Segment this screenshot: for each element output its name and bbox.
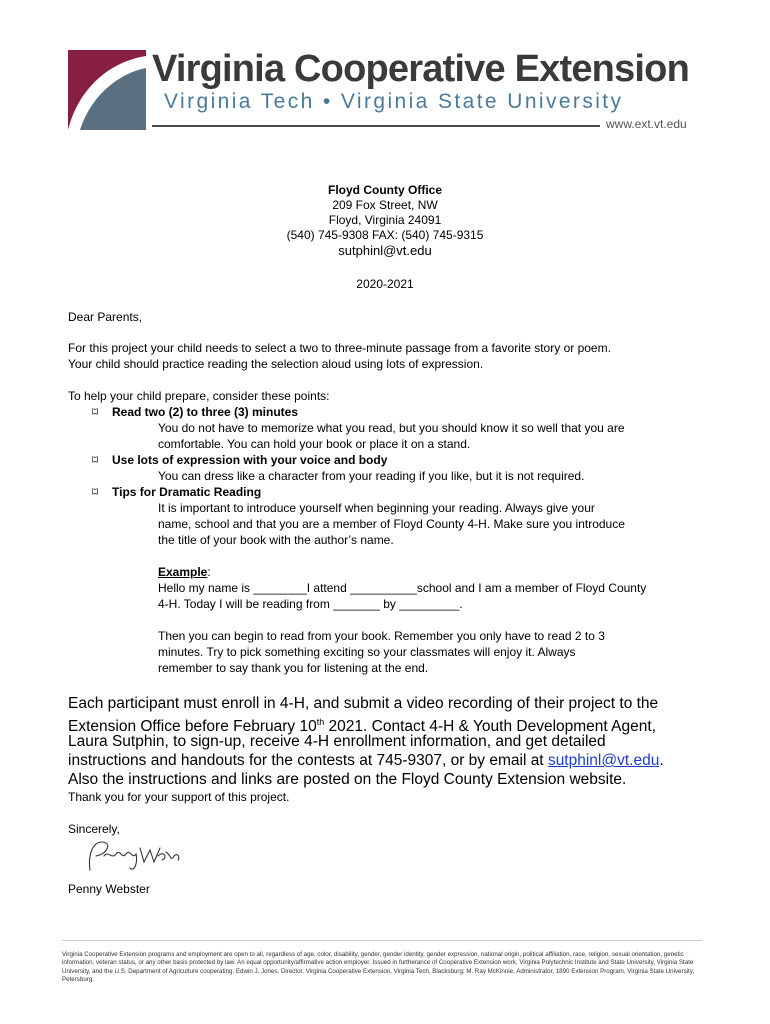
bullet-icon: ⌑ xyxy=(92,405,99,419)
point-title-2: ⌑ Use lots of expression with your voice and body xyxy=(92,453,388,467)
signer-name: Penny Webster xyxy=(68,882,150,896)
email-link[interactable]: sutphinl@vt.edu xyxy=(547,752,660,769)
vce-logo-icon xyxy=(68,50,146,130)
enroll-line-3: Laura Sutphin, to sign-up, receive 4-H enrollment information, and get detailed xyxy=(68,733,606,750)
point-title-3: ⌑ Tips for Dramatic Reading xyxy=(92,485,262,499)
school-year: 2020-2021 xyxy=(356,277,414,291)
after-line-1: Then you can begin to read from your book. Remember you only have to read 2 to 3 xyxy=(158,629,605,643)
point-title-1: ⌑ Read two (2) to three (3) minutes xyxy=(92,405,299,419)
brand-title: Virginia Cooperative Extension xyxy=(152,48,690,90)
brand-url: www.ext.vt.edu xyxy=(606,117,687,131)
salutation: Dear Parents, xyxy=(68,310,143,324)
point-3-line-2: name, school and that you are a member of Floyd County 4-H. Make sure you introduce xyxy=(158,517,625,531)
points-intro: To help your child prepare, consider these points: xyxy=(68,389,330,403)
point-1-line-1: You do not have to memorize what you read, but you should know it so well that you are xyxy=(158,421,625,435)
enroll-line-4: instructions and handouts for the contests at 745-9307, or by email at sutphinl@vt.edu. xyxy=(68,752,664,769)
example-heading: Example: xyxy=(158,565,211,579)
enroll-line-2: Extension Office before February 10th 2021. Contact 4-H & Youth Development Agent, xyxy=(68,717,656,736)
after-line-3: remember to say thank you for listening at the end. xyxy=(158,661,429,675)
enroll-line-5: Also the instructions and links are posted on the Floyd County Extension website. xyxy=(68,771,627,788)
intro-line-2: Your child should practice reading the selection aloud using lots of expression. xyxy=(68,357,484,371)
after-line-2: minutes. Try to pick something exciting so your classmates will enjoy it. Always xyxy=(158,645,576,659)
office-city: Floyd, Virginia 24091 xyxy=(328,213,442,227)
bullet-icon: ⌑ xyxy=(92,453,99,467)
footer-disclaimer: Virginia Cooperative Extension programs and employment are open to all, regardless of age, color, disability, gender, gender identity, gender expression, national origin, political affiliation, race, religion, sexual orientation, genetic information, veteran status, or any other basis protected by law. An equal opportunity/affirmative action employer. Issued in furtherance of Cooperative Extension work, Virginia Polytechnic Institute and State University, Virginia State University, and the U.S. Department of Agriculture cooperating. Edwin J. Jones, Director, Virginia Cooperative Extension, Virginia Tech, Blacksburg; M. Ray McKinnie, Administrator, 1890 Extension Program, Virginia State University, Petersburg. xyxy=(62,951,695,983)
point-1-line-2: comfortable. You can hold your book or place it on a stand. xyxy=(158,437,471,451)
office-street: 209 Fox Street, NW xyxy=(332,198,438,212)
brand-subtitle: Virginia Tech • Virginia State University xyxy=(164,90,624,113)
enroll-line-1: Each participant must enroll in 4-H, and submit a video recording of their project to the xyxy=(68,695,659,712)
footer-divider xyxy=(62,940,702,941)
office-email: sutphinl@vt.edu xyxy=(338,243,432,258)
intro-line-1: For this project your child needs to select a two to three-minute passage from a favorite story or poem. xyxy=(68,341,611,355)
example-line-1: Hello my name is ________I attend __________school and I am a member of Floyd County xyxy=(158,581,647,595)
point-2-line-1: You can dress like a character from your reading if you like, but it is not required. xyxy=(158,469,585,483)
bullet-icon: ⌑ xyxy=(92,485,99,499)
office-name: Floyd County Office xyxy=(328,183,442,197)
point-3-line-1: It is important to introduce yourself when beginning your reading. Always give your xyxy=(158,501,595,515)
header-divider xyxy=(152,125,600,127)
thanks-line: Thank you for your support of this project. xyxy=(68,790,290,804)
example-line-2: 4-H. Today I will be reading from _______ by _________. xyxy=(158,597,463,611)
point-3-line-3: the title of your book with the author’s name. xyxy=(158,533,394,547)
signature-image xyxy=(82,836,182,876)
office-phone-fax: (540) 745-9308 FAX: (540) 745-9315 xyxy=(286,228,484,242)
closing: Sincerely, xyxy=(68,822,120,836)
